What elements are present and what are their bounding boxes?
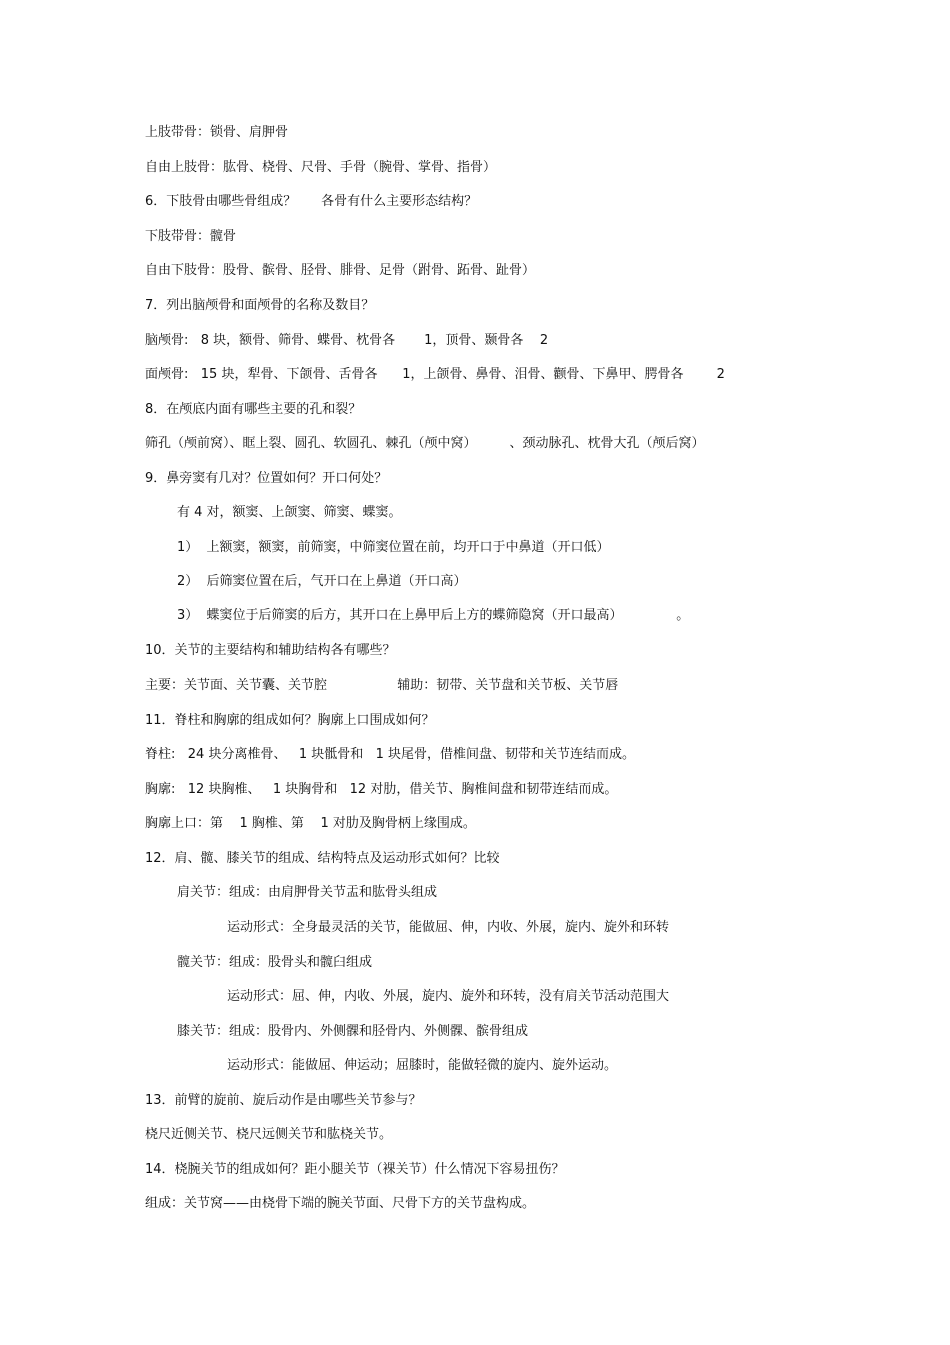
text-line: 脑颅骨: 8 块，额骨、筛骨、蝶骨、枕骨各 1，顶骨、颞骨各 2 bbox=[145, 333, 549, 348]
question-heading: 6．下肢骨由哪些骨组成？ 各骨有什么主要形态结构？ bbox=[145, 194, 478, 209]
question-heading: 12．肩、髋、膝关节的组成、结构特点及运动形式如何？比较 bbox=[145, 851, 500, 866]
text-line: 肩关节：组成：由肩胛骨关节盂和肱骨头组成 bbox=[177, 885, 438, 900]
text-line: 运动形式：屈、伸，内收、外展，旋内、旋外和环转，没有肩关节活动范围大 bbox=[227, 989, 670, 1004]
text-line: 胸廓上口：第 1 胸椎、第 1 对肋及胸骨柄上缘围成。 bbox=[145, 816, 476, 831]
text-line: 下肢带骨：髋骨 bbox=[145, 229, 237, 244]
list-item: 3） 蝶窦位于后筛窦的后方，其开口在上鼻甲后上方的蝶筛隐窝（开口最高） 。 bbox=[177, 608, 690, 623]
question-heading: 8．在颅底内面有哪些主要的孔和裂？ bbox=[145, 402, 362, 417]
question-heading: 7．列出脑颅骨和面颅骨的名称及数目？ bbox=[145, 298, 375, 313]
list-item: 1） 上额窦，额窦，前筛窦，中筛窦位置在前，均开口于中鼻道（开口低） bbox=[177, 540, 610, 555]
text-line: 有 4 对，额窦、上颌窦、筛窦、蝶窦。 bbox=[177, 505, 402, 520]
question-heading: 14．桡腕关节的组成如何？距小腿关节（裸关节）什么情况下容易扭伤？ bbox=[145, 1162, 565, 1177]
text-line: 主要：关节面、关节囊、关节腔 辅助：韧带、关节盘和关节板、关节唇 bbox=[145, 678, 619, 693]
text-line: 面颅骨: 15 块，犁骨、下颌骨、舌骨各 1，上颌骨、鼻骨、泪骨、颧骨、下鼻甲、腭骨各 2 bbox=[145, 367, 725, 382]
question-heading: 10．关节的主要结构和辅助结构各有哪些？ bbox=[145, 643, 396, 658]
question-heading: 13．前臂的旋前、旋后动作是由哪些关节参与？ bbox=[145, 1093, 422, 1108]
question-heading: 11．脊柱和胸廓的组成如何？胸廓上口围成如何？ bbox=[145, 713, 435, 728]
text-line: 运动形式：能做屈、伸运动；屈膝时，能做轻微的旋内、旋外运动。 bbox=[227, 1058, 618, 1073]
question-heading: 9．鼻旁窦有几对？位置如何？开口何处？ bbox=[145, 471, 388, 486]
text-line: 自由下肢骨：股骨、髌骨、胫骨、腓骨、足骨（跗骨、跖骨、趾骨） bbox=[145, 263, 536, 278]
text-line: 运动形式：全身最灵活的关节，能做屈、伸，内收、外展，旋内、旋外和环转 bbox=[227, 920, 670, 935]
text-line: 筛孔（颅前窝）、眶上裂、圆孔、软圆孔、棘孔（颅中窝） 、颈动脉孔、枕骨大孔（颅后窝） bbox=[145, 436, 705, 451]
text-line: 上肢带骨：锁骨、肩胛骨 bbox=[145, 125, 289, 140]
text-line: 桡尺近侧关节、桡尺远侧关节和肱桡关节。 bbox=[145, 1127, 393, 1142]
text-line: 组成：关节窝——由桡骨下端的腕关节面、尺骨下方的关节盘构成。 bbox=[145, 1196, 536, 1211]
text-line: 自由上肢骨：肱骨、桡骨、尺骨、手骨（腕骨、掌骨、指骨） bbox=[145, 160, 497, 175]
text-line: 膝关节：组成：股骨内、外侧髁和胫骨内、外侧髁、髌骨组成 bbox=[177, 1024, 529, 1039]
text-line: 脊柱: 24 块分离椎骨、 1 块骶骨和 1 块尾骨，借椎间盘、韧带和关节连结而成。 bbox=[145, 747, 636, 762]
list-item: 2） 后筛窦位置在后，气开口在上鼻道（开口高） bbox=[177, 574, 467, 589]
text-line: 胸廓: 12 块胸椎、 1 块胸骨和 12 对肋，借关节、胸椎间盘和韧带连结而成。 bbox=[145, 782, 618, 797]
text-line: 髋关节：组成：股骨头和髋臼组成 bbox=[177, 955, 373, 970]
